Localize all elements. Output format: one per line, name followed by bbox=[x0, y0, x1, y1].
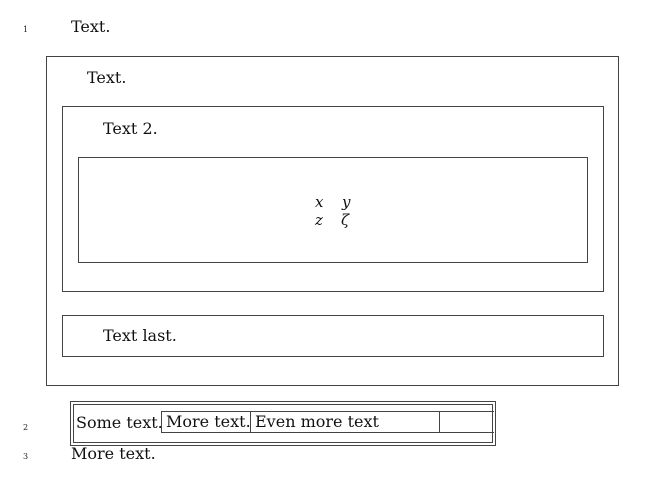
line-number-2: 2 bbox=[23, 423, 29, 432]
inner-box-text: Text 2. bbox=[103, 119, 158, 138]
math-x: x bbox=[315, 193, 324, 211]
math-z: z bbox=[315, 211, 323, 229]
line-number-1: 1 bbox=[23, 25, 29, 34]
math-y: y bbox=[342, 193, 351, 211]
even-more-text-box bbox=[250, 411, 440, 433]
outer-box bbox=[46, 56, 619, 386]
line-number-3: 3 bbox=[23, 452, 29, 461]
line-3-text: More text. bbox=[71, 444, 156, 463]
last-box bbox=[62, 315, 604, 357]
some-text: Some text. bbox=[76, 413, 163, 432]
paragraph-1-text: Text. bbox=[71, 17, 111, 36]
math-zeta: ζ bbox=[341, 211, 350, 229]
even-more-text: Even more text bbox=[255, 412, 379, 431]
more-text: More text. bbox=[166, 412, 251, 431]
inline-outer-inner-frame bbox=[73, 404, 493, 443]
last-box-text: Text last. bbox=[103, 326, 177, 345]
inner-box bbox=[62, 106, 604, 292]
outer-box-text: Text. bbox=[87, 68, 127, 87]
math-box bbox=[78, 157, 588, 263]
inline-outer-box bbox=[70, 401, 496, 446]
